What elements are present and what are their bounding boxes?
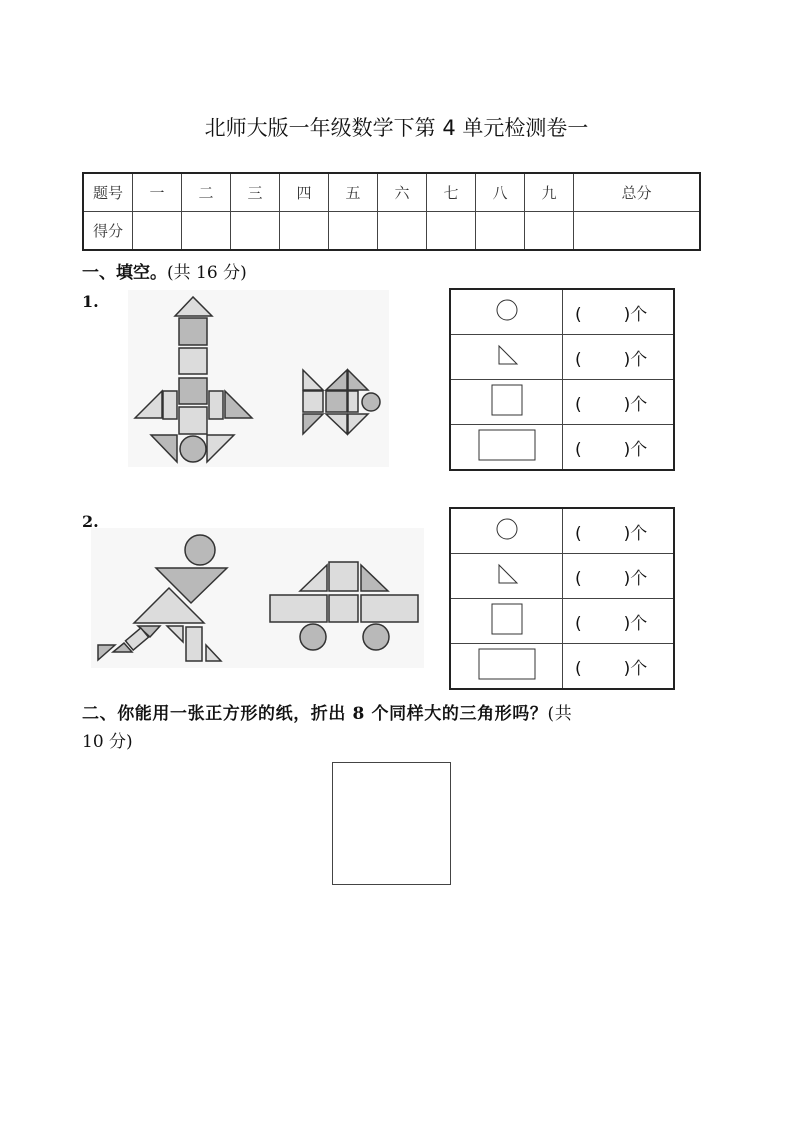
rectangle-shape xyxy=(209,391,223,419)
answer-blank[interactable] xyxy=(563,335,675,380)
unit-label: )个 xyxy=(623,304,648,325)
section-points-cont: 10 分) xyxy=(82,732,133,752)
triangle-shape xyxy=(348,414,368,434)
answer-blank[interactable] xyxy=(563,599,675,644)
section-points: (共 16 分) xyxy=(167,263,247,283)
paren-open: ( xyxy=(575,439,582,460)
triangle-shape xyxy=(206,645,221,661)
wheel-circle-shape xyxy=(300,624,326,650)
wheel-circle-shape xyxy=(363,624,389,650)
question-number: 1. xyxy=(82,292,99,311)
triangle-shape xyxy=(225,391,252,418)
unit-label: )个 xyxy=(623,523,648,544)
square-shape xyxy=(179,318,207,345)
triangle-shape xyxy=(303,414,323,434)
paren-open: ( xyxy=(575,658,582,679)
table-cell: 八 xyxy=(476,173,525,212)
score-cell xyxy=(280,212,329,251)
circle-shape xyxy=(180,436,206,462)
section-question: 二、你能用一张正方形的纸，折出 8 个同样大的三角形吗？ xyxy=(82,704,548,724)
circle-shape xyxy=(362,393,380,411)
table-row xyxy=(83,212,700,251)
table-row xyxy=(450,335,674,380)
answer-blank[interactable] xyxy=(563,380,675,425)
score-cell xyxy=(525,212,574,251)
page-title: 北师大版一年级数学下第 4 单元检测卷一 xyxy=(204,116,589,140)
triangle-shape xyxy=(175,297,212,316)
answer-blank[interactable] xyxy=(563,554,675,599)
triangle-shape xyxy=(348,370,368,390)
table-cell: 九 xyxy=(525,173,574,212)
paren-open: ( xyxy=(575,568,582,589)
table-cell: 二 xyxy=(182,173,231,212)
answer-blank[interactable] xyxy=(563,289,675,335)
table-cell: 六 xyxy=(378,173,427,212)
triangle-shape xyxy=(326,414,347,434)
unit-label: )个 xyxy=(623,394,648,415)
table-row xyxy=(83,173,700,212)
person-car-figure xyxy=(91,528,424,668)
triangle-shape xyxy=(151,435,177,462)
square-icon xyxy=(450,599,563,644)
unit-label: )个 xyxy=(623,568,648,589)
score-cell xyxy=(574,212,701,251)
rectangle-shape xyxy=(163,391,177,419)
square-shape xyxy=(179,378,207,404)
table-cell: 四 xyxy=(280,173,329,212)
table-cell: 得分 xyxy=(83,212,133,251)
square-shape xyxy=(329,562,358,591)
triangle-icon xyxy=(450,554,563,599)
answer-blank[interactable] xyxy=(563,644,675,690)
circle-icon xyxy=(450,289,563,335)
rectangle-shape xyxy=(348,391,358,412)
triangle-shape xyxy=(207,435,234,462)
table-cell: 七 xyxy=(427,173,476,212)
table-row xyxy=(450,425,674,471)
section-title: 一、填空。 xyxy=(82,263,167,283)
triangle-shape xyxy=(300,565,327,591)
rectangle-shape xyxy=(270,595,327,622)
table-cell: 一 xyxy=(133,173,182,212)
table-cell: 五 xyxy=(329,173,378,212)
paren-open: ( xyxy=(575,304,582,325)
unit-label: )个 xyxy=(623,349,648,370)
answer-blank[interactable] xyxy=(563,425,675,471)
answer-blank[interactable] xyxy=(563,508,675,554)
paren-open: ( xyxy=(575,394,582,415)
unit-label: )个 xyxy=(623,658,648,679)
table-row xyxy=(450,599,674,644)
unit-label: )个 xyxy=(623,439,648,460)
square-paper-answer-box[interactable] xyxy=(332,762,451,885)
rectangle-shape xyxy=(186,627,202,661)
square-shape xyxy=(326,391,347,412)
triangle-shape xyxy=(326,370,347,390)
score-cell xyxy=(182,212,231,251)
score-cell xyxy=(427,212,476,251)
section-points: (共 xyxy=(547,704,573,724)
section1-heading xyxy=(82,258,247,283)
triangle-icon xyxy=(450,335,563,380)
count-table-2 xyxy=(449,507,675,690)
score-cell xyxy=(231,212,280,251)
triangle-shape xyxy=(303,370,323,390)
square-shape xyxy=(179,348,207,374)
question-number: 2. xyxy=(82,512,99,531)
circle-icon xyxy=(450,508,563,554)
table-cell: 题号 xyxy=(83,173,133,212)
paren-open: ( xyxy=(575,349,582,370)
section2-heading xyxy=(82,699,707,724)
triangle-shape xyxy=(361,565,388,591)
table-cell: 三 xyxy=(231,173,280,212)
table-row xyxy=(450,508,674,554)
triangle-shape xyxy=(135,391,162,418)
circle-shape xyxy=(185,535,215,565)
score-table xyxy=(82,172,701,251)
table-row xyxy=(450,380,674,425)
rocket-fish-figure xyxy=(128,290,389,467)
score-cell xyxy=(329,212,378,251)
square-icon xyxy=(450,380,563,425)
square-shape xyxy=(329,595,358,622)
rectangle-shape xyxy=(361,595,418,622)
paren-open: ( xyxy=(575,523,582,544)
score-cell xyxy=(476,212,525,251)
paren-open: ( xyxy=(575,613,582,634)
score-cell xyxy=(133,212,182,251)
square-shape xyxy=(179,407,207,434)
table-row xyxy=(450,644,674,690)
count-table-1 xyxy=(449,288,675,471)
table-row xyxy=(450,554,674,599)
triangle-shape xyxy=(167,626,183,642)
table-cell: 总分 xyxy=(574,173,701,212)
square-shape xyxy=(303,391,323,412)
unit-label: )个 xyxy=(623,613,648,634)
rectangle-icon xyxy=(450,644,563,690)
table-row xyxy=(450,289,674,335)
score-cell xyxy=(378,212,427,251)
rectangle-icon xyxy=(450,425,563,471)
